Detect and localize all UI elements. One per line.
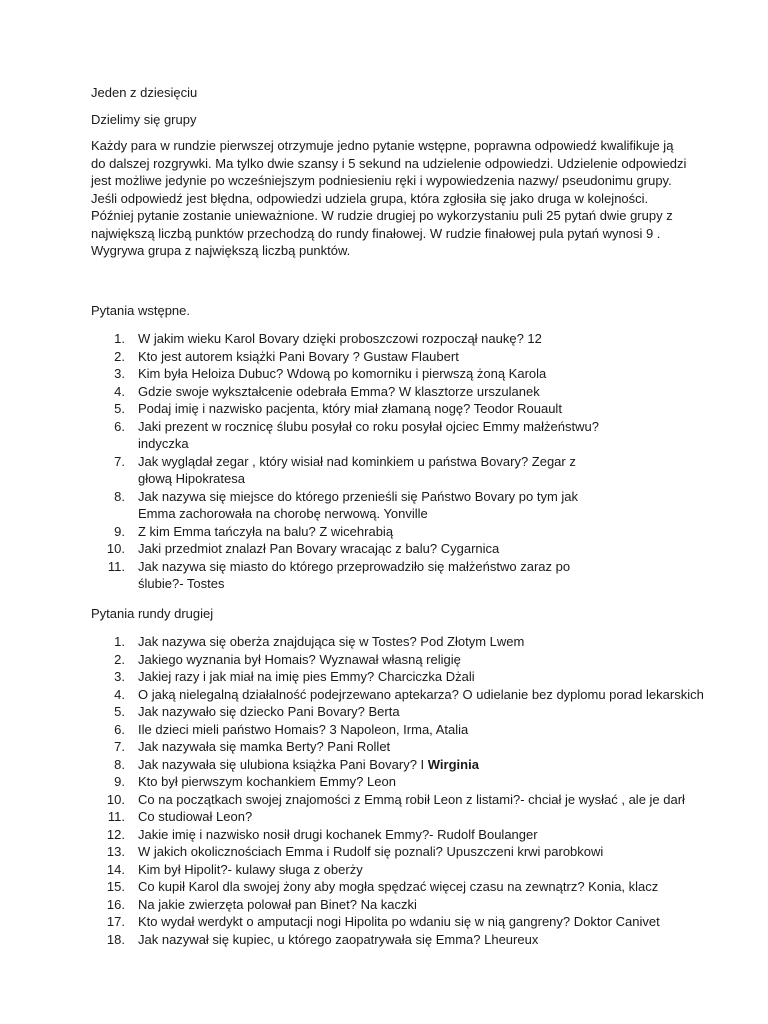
rules-paragraph: Każdy para w rundzie pierwszej otrzymuje jedno pytanie wstępne, poprawna odpowiedź kwalifikuje ją do dalszej rozgrywki. Ma tylko dwie szansy i 5 sekund na udzielenie odpowiedzi. Udzielenie odpowiedzi jest możliwe jedynie po wcześniejszym podniesieniu ręki i wypowiedzenia nazwy/ pseudonimu grupy. Jeśli odpowiedź jest błędna, odpowiedzi udziela grupa, która zgłosiła się jako druga w kolejności. Później pytanie zostanie unieważnione. W rudzie drugiej po wykorzystaniu puli 25 pytań dwie grupy z największą liczbą punktów przechodzą do rundy finałowej. W rudzie finałowej pula pytań wynosi 9 . Wygrywa grupa z największą liczbą punktów.	[91, 138, 687, 258]
list-item	[91, 330, 691, 348]
question-text: W jakich okolicznościach Emma i Rudolf się poznali? Upuszczeni krwi parobkowi	[138, 844, 604, 859]
list-item-number: 4.	[114, 686, 125, 702]
list-item	[91, 651, 691, 669]
list-item	[91, 913, 691, 931]
list-item-number: 5.	[114, 401, 125, 416]
list-item-text	[138, 721, 468, 739]
question-text: Kim była Heloiza Dubuc? Wdową po komorniku i pierwszą żoną Karola	[138, 366, 547, 381]
question-text: Z kim Emma tańczyła na balu? Z wicehrabią	[138, 523, 394, 539]
list-item-number: 6.	[114, 418, 125, 434]
list-item-text	[138, 791, 685, 809]
list-item-number: 16.	[106, 896, 125, 912]
list-item	[91, 721, 691, 739]
question-text: Co kupił Karol dla swojej żony aby mogła spędzać więcej czasu na zewnątrz? Konia, klacz	[138, 879, 659, 894]
document-subtitle: Dzielimy się grupy	[91, 111, 197, 127]
list-item-number: 17.	[106, 914, 125, 929]
list-item-number: 10.	[106, 541, 125, 556]
question-text: Co studiował Leon?	[138, 809, 253, 824]
list-item-text	[138, 756, 479, 774]
list-item	[91, 756, 691, 774]
list-item	[91, 931, 691, 949]
list-item-number: 14.	[106, 861, 125, 877]
list-item-text	[138, 330, 608, 348]
list-item-text	[138, 738, 390, 756]
list-item-text	[138, 633, 524, 651]
list-item	[91, 878, 691, 896]
list-item-number: 9.	[114, 774, 125, 789]
list-item-text	[138, 773, 396, 791]
list-item	[91, 738, 691, 756]
list-item	[91, 773, 691, 791]
list-item-number: 2.	[114, 651, 125, 667]
list-item-number: 11.	[107, 809, 125, 824]
question-text: Co na początkach swojej znajomości z Emmą robił Leon z listami?- chciał je wysłać , ale je darł	[138, 791, 685, 807]
question-text: Jak nazywa się miasto do którego przeprowadziło się małżeństwo zaraz po ślubie?- Tostes	[138, 558, 571, 591]
list-item-number: 5.	[114, 704, 125, 719]
question-text: Podaj imię i nazwisko pacjenta, który miał złamaną nogę? Teodor Rouault	[138, 401, 562, 416]
question-text: Kto jest autorem książki Pani Bovary ? Gustaw Flaubert	[138, 348, 459, 364]
bold-answer: Wirginia	[427, 756, 479, 772]
question-text: Jak nazywa się oberża znajdująca się w Tostes? Pod Złotym Lwem	[138, 634, 525, 649]
list-item-text	[138, 523, 608, 541]
list-item-text	[138, 913, 660, 931]
list-item-number: 12.	[106, 826, 125, 842]
list-item-number: 8.	[114, 756, 125, 772]
list-item-text	[138, 808, 252, 826]
section-title-round-two: Pytania rundy drugiej	[91, 605, 214, 621]
question-text: Jak wyglądał zegar , który wisiał nad kominkiem u państwa Bovary? Zegar z głową Hipokratesa	[138, 453, 576, 486]
list-item-number: 6.	[114, 721, 125, 737]
document-content	[91, 84, 704, 948]
question-text: O jaką nielegalną działalność podejrzewano aptekarza? O udielanie bez dyplomu porad lekarskich	[138, 686, 704, 702]
list-item-text	[138, 488, 608, 523]
question-text: Jakiego wyznania był Homais? Wyznawał własną religię	[138, 651, 461, 667]
list-item-text	[138, 400, 608, 418]
list-item	[91, 703, 691, 721]
list-item-number: 1.	[114, 331, 125, 346]
list-item	[91, 400, 691, 418]
list-item-number: 8.	[114, 488, 125, 504]
question-text: Gdzie swoje wykształcenie odebrała Emma? W klasztorze urszulanek	[138, 383, 540, 399]
list-item-text	[138, 558, 608, 593]
list-item	[91, 488, 691, 523]
question-text: Jak nazywało się dziecko Pani Bovary? Berta	[138, 704, 400, 719]
list-item-text	[138, 703, 400, 721]
list-item	[91, 896, 691, 914]
question-text: Jaki prezent w rocznicę ślubu posyłał co roku posyłał ojciec Emmy małżeństwu? indyczka	[138, 418, 599, 451]
list-item	[91, 668, 691, 686]
list-item	[91, 843, 691, 861]
list-item	[91, 686, 704, 704]
question-text: Jak nazywała się mamka Berty? Pani Rollet	[138, 739, 391, 754]
list-item-number: 7.	[114, 453, 125, 469]
question-text: Kim był Hipolit?- kulawy sługa z oberży	[138, 861, 363, 877]
question-text: Jak nazywa się miejsce do którego przenieśli się Państwo Bovary po tym jak Emma zachorowała na chorobę nerwową. Yonville	[138, 488, 579, 521]
question-text: Kto wydał werdykt o amputacji nogi Hipolita po wdaniu się w nią gangreny? Doktor Canivet	[138, 914, 660, 929]
list-item-text	[138, 686, 704, 704]
list-item-text	[138, 896, 417, 914]
list-item-number: 9.	[114, 523, 125, 539]
list-item-text	[138, 365, 608, 383]
preliminary-questions-list	[91, 330, 691, 593]
list-item-number: 1.	[114, 634, 125, 649]
round-two-questions-list	[91, 633, 704, 948]
question-text: Jaki przedmiot znalazł Pan Bovary wracając z balu? Cygarnica	[138, 541, 500, 556]
question-text: Jak nazywał się kupiec, u którego zaopatrywała się Emma? Lheureux	[138, 931, 539, 947]
list-item-text	[138, 878, 658, 896]
list-item-number: 15.	[106, 879, 125, 894]
list-item	[91, 418, 691, 453]
question-text: W jakim wieku Karol Bovary dzięki proboszczowi rozpoczął naukę? 12	[138, 331, 542, 346]
list-item	[91, 633, 691, 651]
list-item	[91, 365, 691, 383]
list-item	[91, 861, 691, 879]
list-item-number: 11.	[107, 558, 125, 574]
question-text: Ile dzieci mieli państwo Homais? 3 Napoleon, Irma, Atalia	[138, 721, 469, 737]
spacer	[91, 260, 691, 302]
list-item	[91, 348, 691, 366]
list-item-text	[138, 861, 363, 879]
list-item	[91, 791, 691, 809]
list-item-text	[138, 540, 608, 558]
question-text: Jakiej razy i jak miał na imię pies Emmy? Charciczka Dżali	[138, 669, 475, 684]
list-item-number: 10.	[106, 791, 125, 807]
list-item-number: 2.	[114, 348, 125, 364]
question-text: Jak nazywała się ulubiona książka Pani Bovary? I	[138, 756, 425, 772]
list-item	[91, 540, 691, 558]
list-item	[91, 826, 691, 844]
list-item-text	[138, 651, 461, 669]
list-item-text	[138, 348, 608, 366]
list-item	[91, 523, 691, 541]
list-item-number: 13.	[106, 844, 125, 859]
list-item-text	[138, 418, 608, 453]
question-text: Kto był pierwszym kochankiem Emmy? Leon	[138, 774, 396, 789]
list-item	[91, 808, 691, 826]
list-item-number: 3.	[114, 669, 125, 684]
list-item	[91, 453, 691, 488]
question-text: Jakie imię i nazwisko nosił drugi kochanek Emmy?- Rudolf Boulanger	[138, 826, 538, 842]
list-item-text	[138, 668, 475, 686]
list-item-number: 7.	[114, 739, 125, 754]
list-item-text	[138, 843, 603, 861]
list-item	[91, 558, 691, 593]
list-item-text	[138, 826, 538, 844]
question-text: Na jakie zwierzęta polował pan Binet? Na kaczki	[138, 896, 417, 912]
list-item-text	[138, 383, 608, 401]
list-item-number: 4.	[114, 383, 125, 399]
list-item-text	[138, 453, 608, 488]
list-item-number: 3.	[114, 366, 125, 381]
list-item-number: 18.	[106, 931, 125, 947]
section-title-preliminary: Pytania wstępne.	[91, 302, 191, 318]
document-title: Jeden z dziesięciu	[91, 85, 198, 100]
list-item	[91, 383, 691, 401]
list-item-text	[138, 931, 538, 949]
